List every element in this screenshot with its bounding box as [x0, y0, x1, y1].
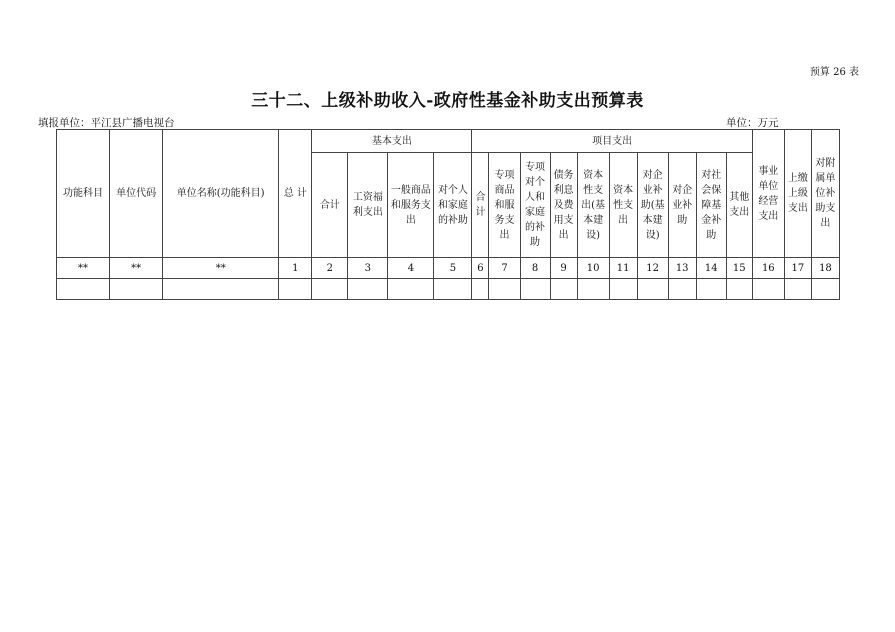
header-project-subtotal: 合计	[472, 153, 489, 258]
table-cell	[550, 279, 577, 300]
table-cell	[57, 279, 110, 300]
table-cell	[388, 279, 434, 300]
form-number: 预算 26 表	[809, 67, 859, 78]
header-special-goods: 专项商品和服务支出	[489, 153, 520, 258]
table-cell	[279, 279, 312, 300]
header-unit-name: 单位名称(功能科目)	[163, 130, 279, 258]
table-cell	[520, 279, 550, 300]
row-number-cell: 11	[609, 258, 637, 279]
row-number-cell: 5	[434, 258, 472, 279]
row-number-cell: 1	[279, 258, 312, 279]
table-cell	[609, 279, 637, 300]
row-number-cell: 7	[489, 258, 520, 279]
table-cell	[637, 279, 668, 300]
table-cell	[110, 279, 163, 300]
page-title: 三十二、上级补助收入-政府性基金补助支出预算表	[251, 91, 644, 111]
table-cell	[163, 279, 279, 300]
table-cell	[348, 279, 388, 300]
row-number-cell: 10	[577, 258, 609, 279]
row-number-cell: **	[57, 258, 110, 279]
header-unit-code: 单位代码	[110, 130, 163, 258]
row-number-cell: **	[110, 258, 163, 279]
table-cell	[668, 279, 696, 300]
header-affiliate-subsidy: 对附属单位补助支出	[811, 130, 839, 258]
row-number-cell: 15	[726, 258, 752, 279]
row-number-cell: 9	[550, 258, 577, 279]
table-cell	[696, 279, 726, 300]
row-number-cell: 16	[752, 258, 784, 279]
row-number-cell: 3	[348, 258, 388, 279]
table-cell	[784, 279, 811, 300]
budget-table	[56, 129, 840, 300]
header-basic-subtotal: 合计	[312, 153, 348, 258]
row-number-cell: 18	[811, 258, 839, 279]
row-number-cell: 13	[668, 258, 696, 279]
header-capital-construction: 资本性支出(基本建设)	[577, 153, 609, 258]
row-number-cell: 4	[388, 258, 434, 279]
header-remit-upper: 上缴上级支出	[784, 130, 811, 258]
header-wages: 工资福利支出	[348, 153, 388, 258]
header-capital: 资本性支出	[609, 153, 637, 258]
row-number-cell: 2	[312, 258, 348, 279]
header-social-security: 对社会保障基金补助	[696, 153, 726, 258]
reporting-unit: 填报单位：平江县广播电视台	[38, 117, 175, 129]
row-number-cell: 14	[696, 258, 726, 279]
header-enterprise-construction: 对企业补助(基本建设)	[637, 153, 668, 258]
header-goods-services: 一般商品和服务支出	[388, 153, 434, 258]
currency-unit: 单位：万元	[726, 117, 779, 129]
header-enterprise: 对企业补助	[668, 153, 696, 258]
row-number-cell: 12	[637, 258, 668, 279]
table-cell	[489, 279, 520, 300]
table-cell	[577, 279, 609, 300]
table-cell	[726, 279, 752, 300]
table-cell	[811, 279, 839, 300]
header-project-group: 项目支出	[472, 130, 752, 153]
row-number-cell: 17	[784, 258, 811, 279]
row-number-cell: 8	[520, 258, 550, 279]
table-cell	[312, 279, 348, 300]
table-cell	[434, 279, 472, 300]
header-business-expense: 事业单位经营支出	[752, 130, 784, 258]
row-number-cell: **	[163, 258, 279, 279]
header-debt-interest: 债务利息及费用支出	[550, 153, 577, 258]
header-func-subject: 功能科目	[57, 130, 110, 258]
header-special-personal: 专项对个人和家庭的补助	[520, 153, 550, 258]
header-other: 其他支出	[726, 153, 752, 258]
table-cell	[752, 279, 784, 300]
header-total: 总 计	[279, 130, 312, 258]
row-number-cell: 6	[472, 258, 489, 279]
header-personal-subsidy: 对个人和家庭的补助	[434, 153, 472, 258]
header-basic-group: 基本支出	[312, 130, 472, 153]
table-cell	[472, 279, 489, 300]
